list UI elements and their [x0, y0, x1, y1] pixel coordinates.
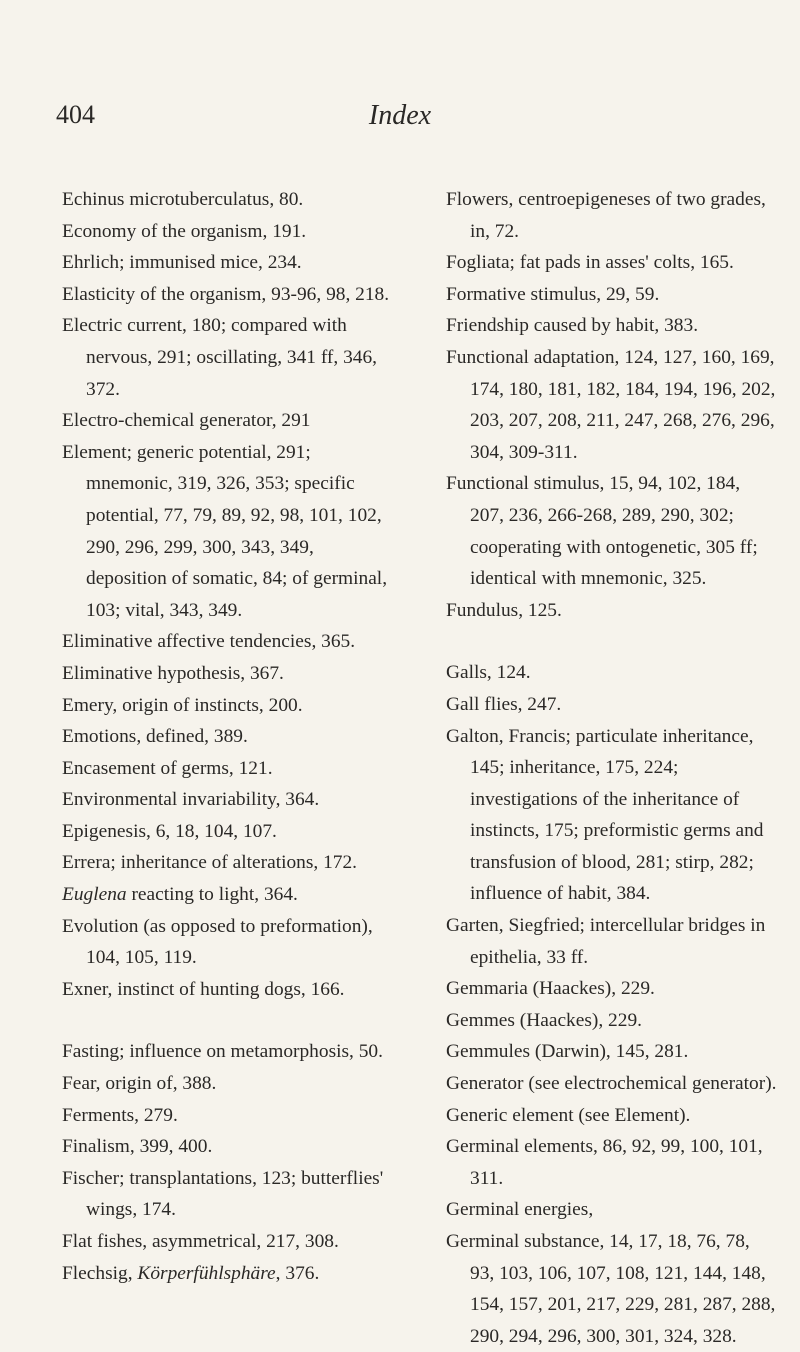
index-entry-text: Eliminative affective tendencies, 365.	[62, 631, 356, 653]
index-entry	[446, 1100, 778, 1132]
index-entry-text: Electric current, 180; compared with nervous, 291; oscillating, 341 ff, 346, 372.	[62, 315, 378, 400]
index-entry	[62, 879, 394, 911]
index-entry	[62, 658, 394, 690]
running-title: Index	[368, 100, 432, 131]
index-entry-text: Emery, origin of instincts, 200.	[62, 694, 303, 716]
index-entry-text: Errera; inheritance of alterations, 172.	[62, 852, 358, 874]
index-entry	[62, 184, 394, 216]
index-entry-text: Germinal elements, 86, 92, 99, 100, 101, 311.	[446, 1136, 763, 1189]
index-entry	[62, 1100, 394, 1132]
index-entry	[446, 1194, 778, 1226]
index-entry-text: Ferments, 279.	[62, 1104, 178, 1126]
index-entry-text: Functional stimulus, 15, 94, 102, 184, 207, 236, 266-268, 289, 290, 302; cooperating with ontogenetic, 305 ff; identical with mnemonic, 325.	[446, 473, 758, 590]
index-entry	[62, 753, 394, 785]
index-entry-text: reacting to light, 364.	[126, 884, 298, 906]
index-entry	[446, 910, 778, 973]
index-entry-text: Formative stimulus, 29, 59.	[446, 283, 660, 305]
index-entry-text: Fasting; influence on metamorphosis, 50.	[62, 1041, 383, 1063]
index-entry-text: Flowers, centroepigeneses of two grades, in, 72.	[446, 189, 766, 242]
index-column-left	[62, 184, 394, 1289]
index-entry	[62, 816, 394, 848]
index-entry-text: Garten, Siegfried; intercellular bridges in epithelia, 33 ff.	[446, 915, 766, 968]
index-entry-text: Elasticity of the organism, 93-96, 98, 218.	[62, 283, 390, 305]
index-entry	[62, 1226, 394, 1258]
page-number: 404	[56, 100, 95, 129]
index-entry-text: Generator (see electrochemical generator).	[446, 1073, 777, 1095]
index-entry-text: Environmental invariability, 364.	[62, 789, 320, 811]
index-entry-text: Epigenesis, 6, 18, 104, 107.	[62, 820, 277, 842]
index-entry-text: Galls, 124.	[446, 662, 531, 684]
index-entry-text: Friendship caused by habit, 383.	[446, 315, 699, 337]
index-entry	[62, 784, 394, 816]
index-entry-text: Fear, origin of, 388.	[62, 1073, 217, 1095]
index-entry-text: Germinal energies,	[446, 1199, 594, 1221]
index-entry	[446, 247, 778, 279]
index-entry	[446, 721, 778, 911]
index-entry-text: Evolution (as opposed to preformation), 104, 105, 119.	[62, 915, 373, 969]
index-entry	[62, 1258, 394, 1290]
index-entry-text: Emotions, defined, 389.	[62, 726, 248, 748]
index-entry	[446, 342, 778, 468]
index-entry	[62, 721, 394, 753]
index-entry	[62, 847, 394, 879]
index-entry-text: Flat fishes, asymmetrical, 217, 308.	[62, 1231, 339, 1252]
index-entry-text: Gall flies, 247.	[446, 693, 562, 715]
index-entry-text: Ehrlich; immunised mice, 234.	[62, 252, 302, 274]
index-entry-text: Economy of the organism, 191.	[62, 220, 307, 242]
index-entry-text: Element; generic potential, 291; mnemonic, 319, 326, 353; specific potential, 77, 79, 89, 92, 98, 101, 102, 290, 296, 299, 300, 343, 349, deposition of somatic, 84; of germinal, 103; vital, 343, 349.	[62, 441, 388, 621]
index-entry-text: Eliminative hypothesis, 367.	[62, 662, 284, 684]
index-entry	[62, 911, 394, 974]
page-header	[56, 100, 744, 140]
index-entry	[62, 310, 394, 405]
index-entry	[446, 689, 778, 721]
index-entry-text: Exner, instinct of hunting dogs, 166.	[62, 978, 345, 1000]
index-entry	[62, 437, 394, 627]
index-entry	[446, 468, 778, 594]
index-entry	[62, 626, 394, 658]
index-entry	[446, 1131, 778, 1194]
index-entry	[62, 1036, 394, 1068]
index-entry	[446, 1036, 778, 1068]
index-entry-text: Flechsig,	[62, 1262, 138, 1284]
index-column-right	[446, 184, 778, 1352]
index-columns	[62, 184, 777, 1347]
index-entry	[62, 405, 394, 437]
index-entry-text: Fundulus, 125.	[446, 599, 562, 621]
index-entry-text: , 376.	[275, 1262, 320, 1284]
index-entry-text: Echinus microtuberculatus, 80.	[62, 189, 304, 210]
index-entry-text: Generic element (see Element).	[446, 1104, 691, 1126]
index-entry-text: Encasement of germs, 121.	[62, 757, 273, 779]
index-entry-italic: Körperfühlsphäre	[137, 1262, 276, 1284]
index-entry-text: Electro-chemical generator, 291	[62, 410, 311, 432]
index-entry	[446, 1005, 778, 1037]
index-entry	[446, 310, 778, 342]
index-entry	[62, 247, 394, 279]
index-entry-text: Fogliata; fat pads in asses' colts, 165.	[446, 252, 734, 274]
index-entry	[62, 1068, 394, 1100]
index-entry	[446, 184, 778, 247]
index-entry-text: Functional adaptation, 124, 127, 160, 169, 174, 180, 181, 182, 184, 194, 196, 202, 203, 207, 208, 211, 247, 268, 276, 296, 304, 309-311.	[446, 346, 776, 463]
index-entry-text: Germinal substance, 14, 17, 18, 76, 78, 93, 103, 106, 107, 108, 121, 144, 148, 154, 157, 201, 217, 229, 281, 287, 288, 290, 294, 296, 300, 301, 324, 328.	[446, 1231, 776, 1347]
index-entry	[62, 279, 394, 311]
index-entry	[446, 279, 778, 311]
index-entry-italic: Euglena	[62, 884, 127, 906]
index-entry	[446, 1068, 778, 1100]
index-entry-text: Finalism, 399, 400.	[62, 1136, 213, 1158]
index-entry	[62, 1131, 394, 1163]
index-entry-text: Gemmaria (Haackes), 229.	[446, 978, 655, 1000]
index-entry	[62, 216, 394, 248]
index-entry	[446, 973, 778, 1005]
index-entry	[62, 690, 394, 722]
index-entry	[62, 1163, 394, 1226]
index-entry-text: Fischer; transplantations, 123; butterflies' wings, 174.	[62, 1167, 384, 1221]
index-entry-text: Galton, Francis; particulate inheritance, 145; inheritance, 175, 224; investigations of the inheritance of instincts, 175; preformistic germs and transfusion of blood, 281; stirp, 282; influence of habit, 384.	[446, 725, 764, 905]
index-entry	[446, 1226, 778, 1352]
index-entry	[62, 974, 394, 1006]
index-entry-text: Gemmules (Darwin), 145, 281.	[446, 1041, 689, 1063]
index-entry-text: Gemmes (Haackes), 229.	[446, 1009, 642, 1031]
index-entry	[446, 595, 778, 627]
index-entry	[446, 657, 778, 689]
